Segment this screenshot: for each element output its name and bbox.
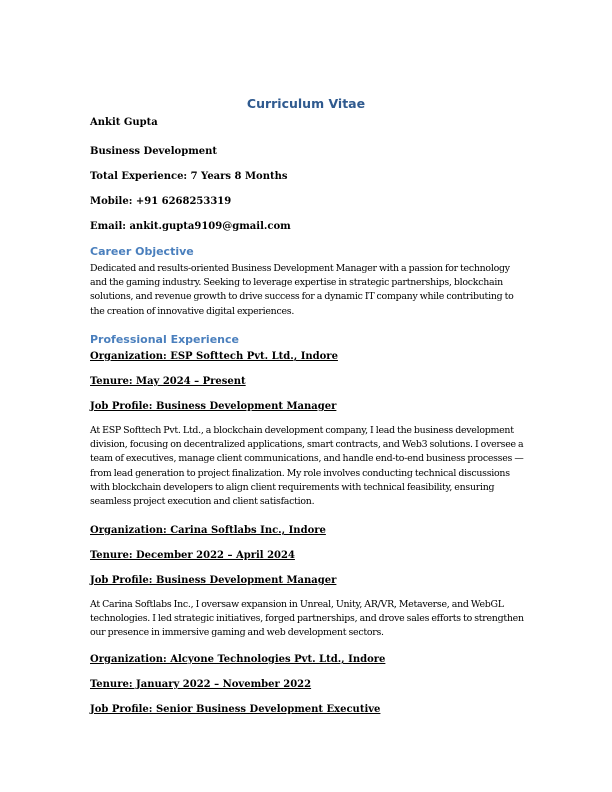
job-1-description: At ESP Softtech Pvt. Ltd., a blockchain development company, I lead the business development division, focusing on decentralized applications, smart contracts, and Web3 solutions. I oversee a team of executives, manage client communications, and handle end-to-end business processes — from lead generation to project finalization. My role involves conducting technical discussions with blockchain developers to align client requirements with technical feasibility, ensuring seamless project execution and client satisfaction. bbox=[90, 425, 524, 508]
candidate-role: Business Development bbox=[90, 146, 218, 157]
email-address: Email: ankit.gupta9109@gmail.com bbox=[90, 221, 291, 232]
professional-experience-heading: Professional Experience bbox=[90, 333, 239, 346]
page-title: Curriculum Vitae bbox=[246, 96, 366, 111]
career-objective-heading: Career Objective bbox=[90, 245, 194, 258]
job-2-tenure: Tenure: December 2022 – April 2024 bbox=[90, 550, 295, 561]
candidate-name: Ankit Gupta bbox=[90, 117, 158, 128]
job-3-profile: Job Profile: Senior Business Development Executive bbox=[90, 704, 381, 715]
job-1-tenure: Tenure: May 2024 – Present bbox=[90, 376, 246, 387]
job-1-organization: Organization: ESP Softtech Pvt. Ltd., Indore bbox=[90, 351, 338, 362]
mobile-number: Mobile: +91 6268253319 bbox=[90, 196, 232, 207]
job-1-profile: Job Profile: Business Development Manager bbox=[90, 401, 337, 412]
job-3-organization: Organization: Alcyone Technologies Pvt. Ltd., Indore bbox=[90, 654, 386, 665]
job-2-profile: Job Profile: Business Development Manager bbox=[90, 575, 337, 586]
job-2-organization: Organization: Carina Softlabs Inc., Indore bbox=[90, 525, 326, 536]
total-experience: Total Experience: 7 Years 8 Months bbox=[90, 171, 288, 182]
job-2-description: At Carina Softlabs Inc., I oversaw expansion in Unreal, Unity, AR/VR, Metaverse, and WebGL technologies. I led strategic initiatives, forged partnerships, and drove sales efforts to strengthen our presence in immersive gaming and web development sectors. bbox=[90, 599, 524, 639]
job-3-tenure: Tenure: January 2022 – November 2022 bbox=[90, 679, 312, 690]
career-objective-text: Dedicated and results-oriented Business Development Manager with a passion for technology and the gaming industry. Seeking to leverage expertise in strategic partnerships, blockchain solutions, and revenue growth to drive success for a dynamic IT company while contributing to the creation of innovative digital experiences. bbox=[90, 263, 514, 317]
